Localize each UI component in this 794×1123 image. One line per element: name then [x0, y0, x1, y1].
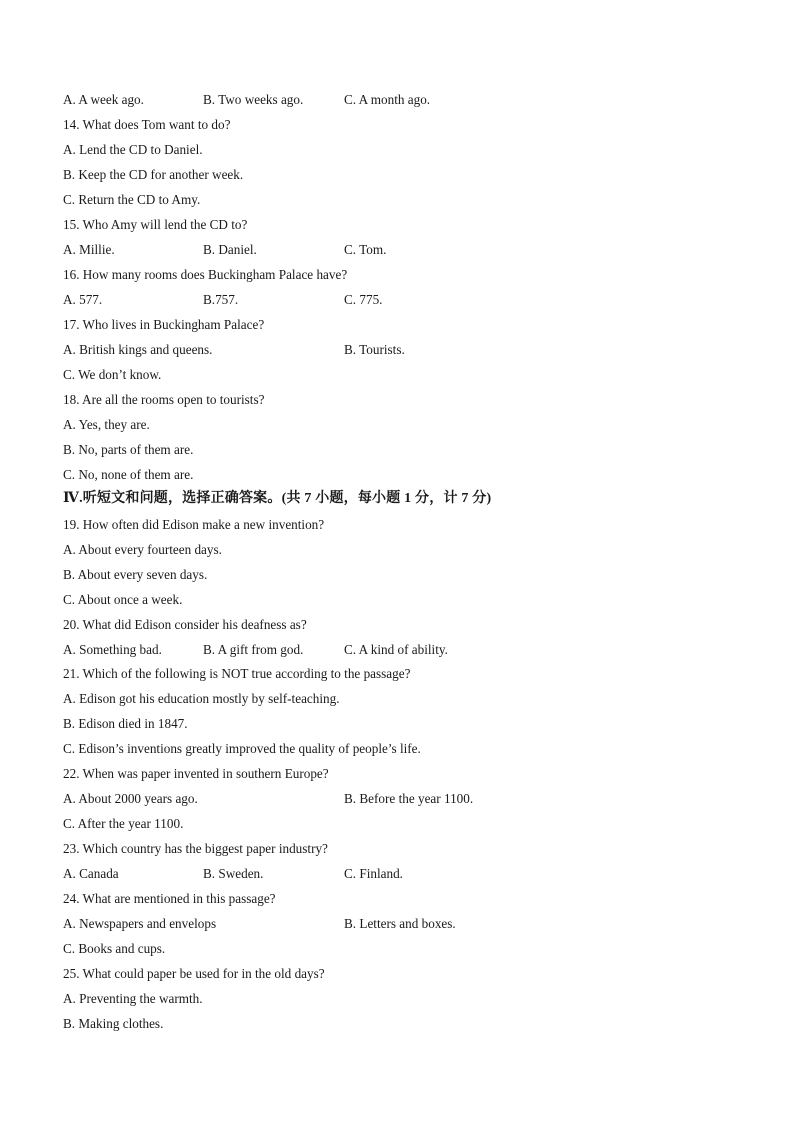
q20-option-c: C. A kind of ability.: [344, 642, 448, 657]
q18-option-b: B. No, parts of them are.: [63, 442, 194, 457]
q15-option-a: A. Millie.: [63, 242, 115, 257]
q16-option-c: C. 775.: [344, 292, 383, 307]
q19-question: 19. How often did Edison make a new invention?: [63, 517, 325, 532]
q24-option-c: C. Books and cups.: [63, 941, 166, 956]
section-4-heading: Ⅳ.听短文和问题，选择正确答案。(共 7 小题，每小题 1 分，计 7 分): [63, 491, 492, 506]
q23-option-b: B. Sweden.: [203, 866, 264, 881]
q24-option-b: B. Letters and boxes.: [344, 916, 456, 931]
q15-question: 15. Who Amy will lend the CD to?: [63, 217, 248, 232]
q19-option-a: A. About every fourteen days.: [63, 542, 222, 557]
q22-option-b: B. Before the year 1100.: [344, 791, 474, 806]
q16-option-b: B.757.: [203, 292, 239, 307]
q23-question: 23. Which country has the biggest paper industry?: [63, 841, 328, 856]
q18-option-a: A. Yes, they are.: [63, 417, 150, 432]
q20-option-a: A. Something bad.: [63, 642, 162, 657]
q16-question: 16. How many rooms does Buckingham Palace have?: [63, 267, 348, 282]
q18-option-c: C. No, none of them are.: [63, 467, 194, 482]
q25-question: 25. What could paper be used for in the old days?: [63, 966, 325, 981]
q22-option-a: A. About 2000 years ago.: [63, 791, 198, 806]
q21-option-c: C. Edison’s inventions greatly improved the quality of people’s life.: [63, 741, 421, 756]
q15-option-c: C. Tom.: [344, 242, 387, 257]
q14-option-a: A. Lend the CD to Daniel.: [63, 142, 203, 157]
q17-option-a: A. British kings and queens.: [63, 342, 213, 357]
q17-option-c: C. We don’t know.: [63, 367, 162, 382]
q14-option-c: C. Return the CD to Amy.: [63, 192, 201, 207]
q25-option-b: B. Making clothes.: [63, 1016, 164, 1031]
q13-option-b: B. Two weeks ago.: [203, 92, 304, 107]
q16-option-a: A. 577.: [63, 292, 103, 307]
q23-option-a: A. Canada: [63, 866, 119, 881]
q19-option-c: C. About once a week.: [63, 592, 183, 607]
q22-question: 22. When was paper invented in southern Europe?: [63, 766, 329, 781]
q21-question: 21. Which of the following is NOT true according to the passage?: [63, 666, 411, 681]
q24-question: 24. What are mentioned in this passage?: [63, 891, 276, 906]
q13-option-a: A. A week ago.: [63, 92, 144, 107]
q14-option-b: B. Keep the CD for another week.: [63, 167, 244, 182]
q25-option-a: A. Preventing the warmth.: [63, 991, 203, 1006]
q18-question: 18. Are all the rooms open to tourists?: [63, 392, 265, 407]
q21-option-a: A. Edison got his education mostly by self-teaching.: [63, 691, 340, 706]
q20-question: 20. What did Edison consider his deafness as?: [63, 617, 307, 632]
q17-question: 17. Who lives in Buckingham Palace?: [63, 317, 265, 332]
q24-option-a: A. Newspapers and envelops: [63, 916, 217, 931]
q13-option-c: C. A month ago.: [344, 92, 431, 107]
q22-option-c: C. After the year 1100.: [63, 816, 184, 831]
q23-option-c: C. Finland.: [344, 866, 403, 881]
q14-question: 14. What does Tom want to do?: [63, 117, 231, 132]
q21-option-b: B. Edison died in 1847.: [63, 716, 188, 731]
q19-option-b: B. About every seven days.: [63, 567, 208, 582]
q17-option-b: B. Tourists.: [344, 342, 405, 357]
q20-option-b: B. A gift from god.: [203, 642, 304, 657]
q15-option-b: B. Daniel.: [203, 242, 257, 257]
